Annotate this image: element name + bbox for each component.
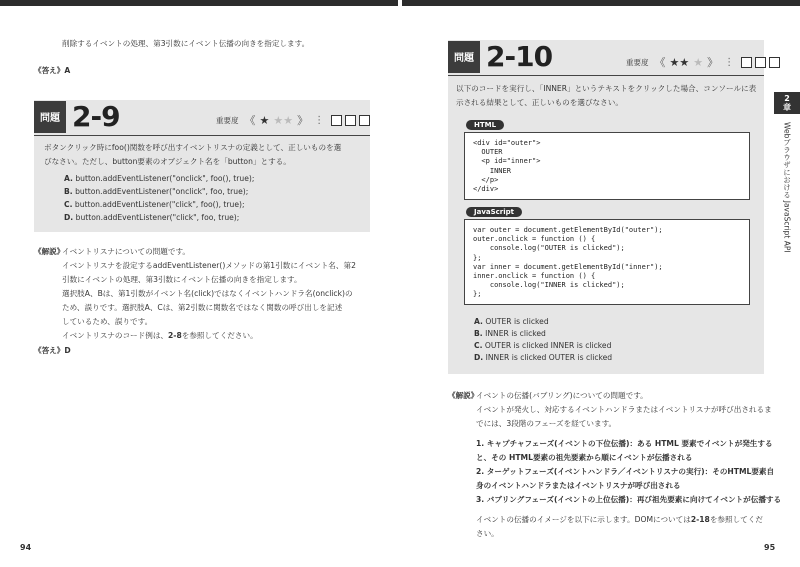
tail-line-2: さい。 bbox=[476, 529, 499, 538]
explanation-line-4: 選択肢A、Bは、第1引数がイベント名(click)ではなくイベントハンドラ名(onclick)の bbox=[62, 289, 353, 298]
question-number: 2-10 bbox=[486, 40, 553, 73]
html-code: <div id="outer"> OUTER <p id="inner"> INNER </p> </div> bbox=[473, 139, 541, 194]
option-d: D. button.addEventListener("click", foo, true); bbox=[64, 213, 240, 222]
page-number-right: 95 bbox=[764, 543, 776, 552]
stars-empty: ★★ bbox=[273, 113, 294, 127]
explanation-line-1: イベントの伝播(バブリング)についての問題です。 bbox=[476, 391, 648, 400]
explanation-line-5: ため、誤りです。選択肢A、Cは、第2引数に関数名ではなく関数の呼び出しを記述 bbox=[62, 303, 343, 312]
bracket-left: 《 bbox=[654, 56, 666, 69]
importance bbox=[216, 112, 370, 128]
chapter-title: Webブラウザにおける JavaScript API bbox=[782, 122, 792, 253]
question-text-2: 示される結果として、正しいものを選びなさい。 bbox=[456, 98, 623, 107]
phase-3: 3. バブリングフェーズ(イベントの上位伝播)：再び祖先要素に向けてイベントが伝播する bbox=[476, 495, 782, 504]
javascript-code: var outer = document.getElementById("outer"); outer.onclick = function () { console.log("OUTER is clicked"); }; var inner = document.getElementById("inner"); inner.onclick = function () { console.log("INNER is clicked"); }; bbox=[473, 226, 663, 299]
explanation-label: 《解説》 bbox=[448, 391, 479, 400]
bracket-right: 》 bbox=[707, 56, 719, 69]
stars-filled: ★★ bbox=[669, 55, 690, 69]
question-number: 2-9 bbox=[72, 100, 120, 133]
tail-line-1: イベントの伝播のイメージを以下に示します。DOMについては2-18を参照してくだ bbox=[476, 515, 763, 524]
stars-empty: ★ bbox=[693, 55, 704, 69]
question-text-1: ボタンクリック時にfoo()関数を呼び出すイベントリスナの定義として、正しいものを選 bbox=[44, 143, 342, 152]
explanation-line-7: イベントリスナのコード例は、2-8を参照してください。 bbox=[62, 331, 258, 340]
top-line: 削除するイベントの処理、第3引数にイベント伝播の向きを指定します。 bbox=[62, 39, 310, 48]
check-box-1[interactable] bbox=[331, 115, 342, 126]
option-d: D. INNER is clicked OUTER is clicked bbox=[474, 353, 613, 362]
check-box-2[interactable] bbox=[345, 115, 356, 126]
phase-1a: 1. キャプチャフェーズ(イベントの下位伝播)：ある HTML 要素でイベントが発生する bbox=[476, 439, 773, 448]
right-page bbox=[400, 0, 800, 567]
explanation-label: 《解説》 bbox=[34, 247, 65, 256]
explanation-line-6: しているため、誤りです。 bbox=[62, 317, 153, 326]
answer: 《答え》D bbox=[34, 346, 71, 355]
stars-filled: ★ bbox=[259, 113, 270, 127]
explanation-line-2: イベントリスナを設定するaddEventListener()メソッドの第1引数にイベント名、第2 bbox=[62, 261, 356, 270]
option-c: C. OUTER is clicked INNER is clicked bbox=[474, 341, 612, 350]
header-rule bbox=[448, 75, 764, 76]
importance-label: 重要度 bbox=[216, 115, 239, 125]
chapter-tab bbox=[774, 92, 800, 422]
phase-2b: 身のイベントハンドラまたはイベントリスナが呼び出される bbox=[476, 481, 681, 490]
separator: ⋮ bbox=[724, 56, 735, 68]
check-box-2[interactable] bbox=[755, 57, 766, 68]
option-c: C. button.addEventListener("click", foo(), true); bbox=[64, 200, 245, 209]
html-tag: HTML bbox=[466, 120, 504, 130]
question-text-2: びなさい。ただし、button要素のオブジェクト名を「button」とする。 bbox=[44, 157, 291, 166]
option-a: A. OUTER is clicked bbox=[474, 317, 549, 326]
separator: ⋮ bbox=[314, 114, 325, 126]
check-box-3[interactable] bbox=[769, 57, 780, 68]
importance-label: 重要度 bbox=[626, 57, 649, 67]
check-box-1[interactable] bbox=[741, 57, 752, 68]
explanation-line-3: でには、3段階のフェーズを経ています。 bbox=[476, 419, 617, 428]
html-code-box bbox=[464, 132, 750, 200]
chapter-number: 2 章 bbox=[774, 92, 800, 114]
phase-2a: 2. ターゲットフェーズ(イベントハンドラ／イベントリスナの実行)：そのHTML要素自 bbox=[476, 467, 775, 476]
explanation-line-1: イベントリスナについての問題です。 bbox=[62, 247, 191, 256]
question-2-10-header bbox=[448, 40, 552, 73]
importance bbox=[626, 54, 780, 70]
explanation-line-3: 引数にイベントの処理、第3引数にイベント伝播の向きを指定します。 bbox=[62, 275, 302, 284]
question-label: 問題 bbox=[448, 41, 480, 73]
javascript-code-box bbox=[464, 219, 750, 305]
question-label: 問題 bbox=[34, 101, 66, 133]
phase-1b: と、その HTML要素の祖先要素から順にイベントが伝播される bbox=[476, 453, 693, 462]
option-a: A. button.addEventListener("onclick", foo(), true); bbox=[64, 174, 255, 183]
bracket-left: 《 bbox=[244, 114, 256, 127]
option-b: B. button.addEventListener("onclick", foo, true); bbox=[64, 187, 249, 196]
explanation-line-2: イベントが発火し、対応するイベントハンドラまたはイベントリスナが呼び出されるま bbox=[476, 405, 772, 414]
bracket-right: 》 bbox=[297, 114, 309, 127]
option-b: B. INNER is clicked bbox=[474, 329, 546, 338]
header-rule bbox=[34, 135, 370, 136]
check-box-3[interactable] bbox=[359, 115, 370, 126]
question-text-1: 以下のコードを実行し、「INNER」というテキストをクリックした場合、コンソールに表 bbox=[456, 84, 757, 93]
javascript-tag: JavaScript bbox=[466, 207, 522, 217]
page-number-left: 94 bbox=[20, 543, 32, 552]
answer-prev: 《答え》A bbox=[34, 66, 71, 75]
question-2-9-header bbox=[34, 100, 120, 133]
